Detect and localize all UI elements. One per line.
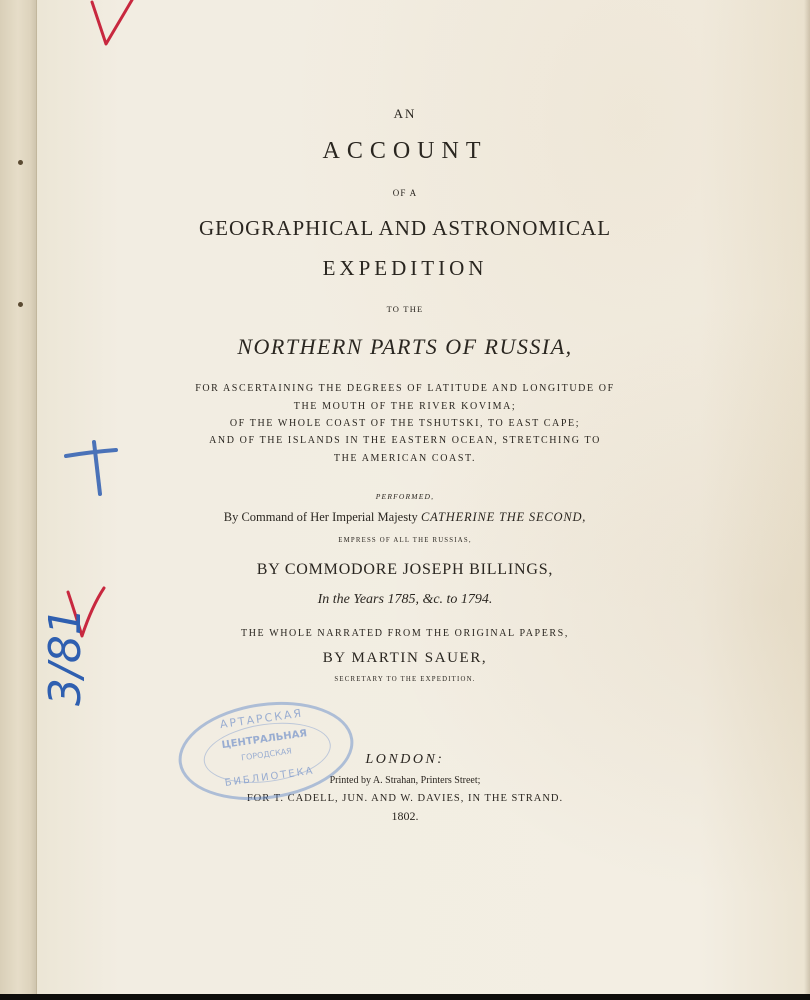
stamp-line-2: ЦЕНТРАЛЬНАЯ <box>220 728 308 752</box>
purpose-line-1: FOR ASCERTAINING THE DEGREES OF LATITUDE AND LONGITUDE OF <box>195 383 615 394</box>
command-name: CATHERINE THE SECOND, <box>420 510 587 524</box>
title-expedition: EXPEDITION <box>322 256 488 280</box>
binding-hole-1 <box>18 160 23 165</box>
purpose-line-4: AND OF THE ISLANDS IN THE EASTERN OCEAN, STRETCHING TO <box>209 435 601 446</box>
title-of-a: OF A <box>392 188 418 198</box>
title-an: AN <box>393 106 417 121</box>
title-account: ACCOUNT <box>322 138 488 164</box>
binding-hole-2 <box>18 302 23 307</box>
stamp-line-1: АРТАРСКАЯ <box>219 706 304 732</box>
red-checkmark-top-icon <box>80 0 140 50</box>
title-geographical-astronomical: GEOGRAPHICAL AND ASTRONOMICAL <box>198 216 612 240</box>
imprint-london: LONDON: <box>365 752 445 767</box>
performed-label: PERFORMED, <box>375 492 435 501</box>
page-bottom-edge <box>0 994 810 1000</box>
blue-cross-mark-icon <box>60 438 120 500</box>
title-northern-parts: NORTHERN PARTS OF RUSSIA, <box>237 334 573 359</box>
shelf-number-handwritten: 3/81 <box>40 607 91 706</box>
secretary-line: SECRETARY TO THE EXPEDITION. <box>334 676 476 683</box>
imprint-year: 1802. <box>391 809 419 823</box>
purpose-line-5: THE AMERICAN COAST. <box>333 453 477 464</box>
command-prefix: By Command of Her Imperial Majesty <box>223 510 418 524</box>
command-line <box>0 510 810 525</box>
empress-line: EMPRESS OF ALL THE RUSSIAS, <box>338 537 472 544</box>
purpose-line-3: OF THE WHOLE COAST OF THE TSHUTSKI, TO EAST CAPE; <box>229 418 581 429</box>
stamp-line-4: БИБЛИОТЕКА <box>224 765 316 789</box>
by-martin-sauer: BY MARTIN SAUER, <box>322 650 488 666</box>
by-commodore-billings: BY COMMODORE JOSEPH BILLINGS, <box>256 561 554 578</box>
imprint-printer: Printed by A. Strahan, Printers Street; <box>329 775 481 786</box>
stamp-line-3: ГОРОДСКАЯ <box>240 746 293 763</box>
purpose-line-2: THE MOUTH OF THE RIVER KOVIMA; <box>293 401 517 412</box>
narrated-line: THE WHOLE NARRATED FROM THE ORIGINAL PAPERS, <box>241 628 569 639</box>
expedition-years: In the Years 1785, &c. to 1794. <box>317 592 493 607</box>
imprint-publishers: FOR T. CADELL, JUN. AND W. DAVIES, IN THE STRAND. <box>246 793 564 804</box>
title-to-the: TO THE <box>386 304 424 314</box>
